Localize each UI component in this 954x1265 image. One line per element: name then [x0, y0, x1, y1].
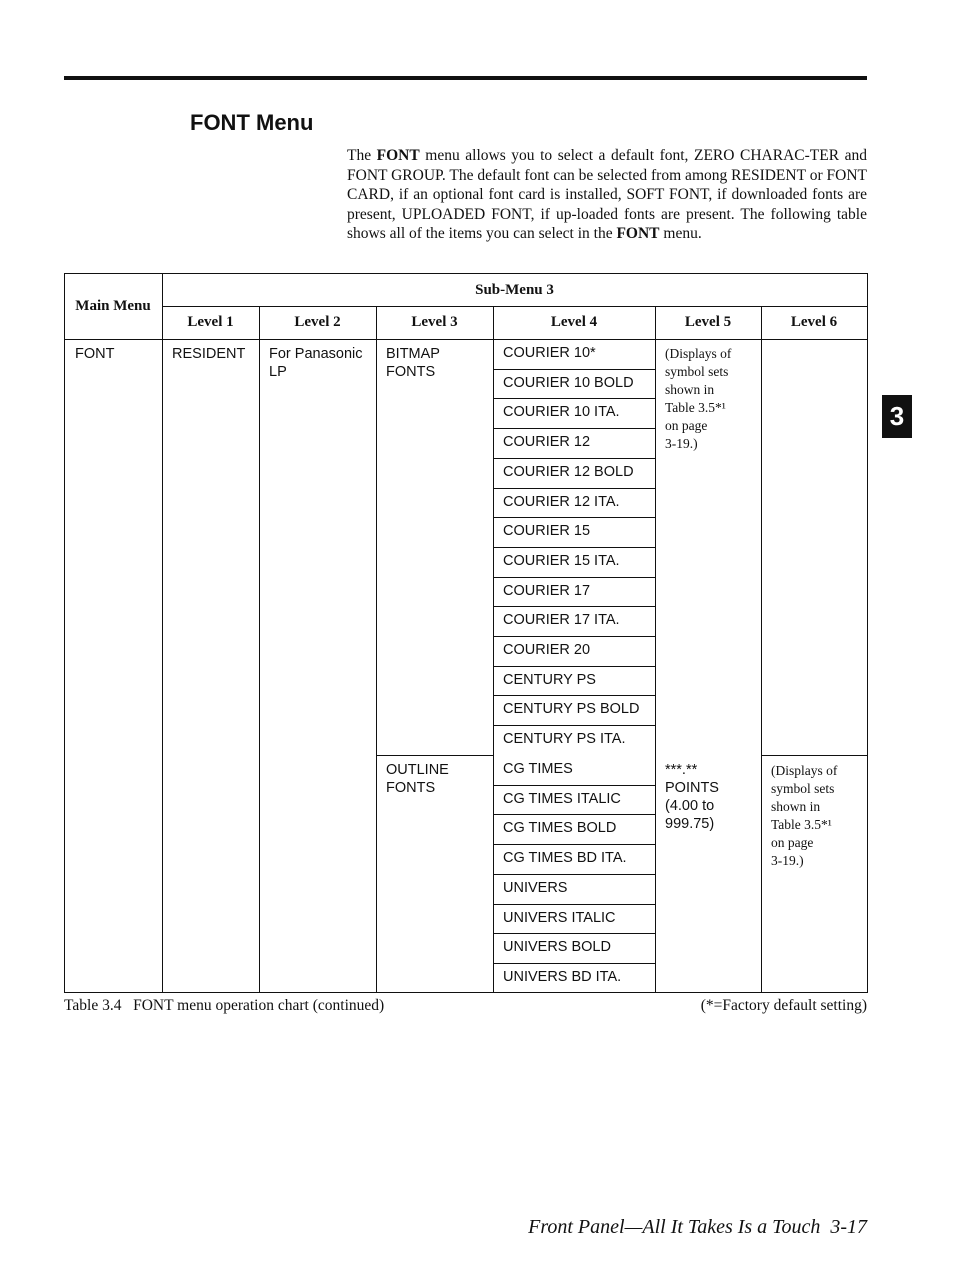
- note-line: POINTS: [665, 780, 719, 796]
- factory-default-note: (*=Factory default setting): [700, 997, 867, 1014]
- header-level-1: Level 1: [187, 314, 234, 330]
- note-line: symbol sets: [771, 781, 835, 796]
- col-divider-5: [761, 306, 762, 993]
- note-line: Table 3.5*¹: [665, 400, 726, 415]
- note-line: ***.**: [665, 762, 698, 778]
- table-border-left: [64, 273, 65, 993]
- font-option: COURIER 15 ITA.: [503, 553, 620, 569]
- font-option: COURIER 17: [503, 583, 591, 599]
- font-row-divider: [493, 874, 655, 875]
- font-row-divider: [493, 606, 655, 607]
- outline-level6-note: [771, 762, 837, 870]
- font-row-divider: [493, 785, 655, 786]
- level2-panasonic: For Panasonic LP: [269, 346, 363, 380]
- intro-segment: FONT: [376, 147, 420, 164]
- table-subheader-rule: [162, 306, 868, 307]
- font-row-divider: [493, 488, 655, 489]
- font-option: CG TIMES: [503, 761, 573, 777]
- font-option: COURIER 10*: [503, 345, 596, 361]
- note-line: on page: [665, 418, 708, 433]
- note-line: 999.75): [665, 816, 715, 832]
- font-option: COURIER 10 BOLD: [503, 375, 634, 391]
- font-option: UNIVERS: [503, 880, 568, 896]
- main-menu-font: FONT: [75, 346, 115, 362]
- font-option: UNIVERS BOLD: [503, 939, 611, 955]
- table-level6-top: [761, 755, 868, 756]
- font-option: UNIVERS BD ITA.: [503, 969, 622, 985]
- note-line: on page: [771, 835, 814, 850]
- intro-segment: FONT: [616, 225, 660, 243]
- note-line: Table 3.5*¹: [771, 817, 832, 832]
- font-row-divider: [493, 695, 655, 696]
- header-submenu: Sub-Menu 3: [475, 282, 554, 298]
- font-option: CENTURY PS BOLD: [503, 701, 640, 717]
- level3-outline-fonts: OUTLINE FONTS: [386, 762, 449, 796]
- font-row-divider: [493, 963, 655, 964]
- font-row-divider: [493, 458, 655, 459]
- font-option: COURIER 12 BOLD: [503, 464, 634, 480]
- note-line: 3-19.): [665, 436, 698, 451]
- bitmap-level5-note: [665, 345, 731, 453]
- note-line: shown in: [665, 382, 715, 397]
- font-option: CG TIMES BOLD: [503, 820, 617, 836]
- font-option: COURIER 10 ITA.: [503, 404, 620, 420]
- font-row-divider: [493, 636, 655, 637]
- font-option: COURIER 20: [503, 642, 591, 658]
- col-divider-2: [376, 306, 377, 993]
- intro-paragraph: [347, 146, 867, 244]
- note-line: (4.00 to: [665, 798, 715, 814]
- font-option: COURIER 12: [503, 434, 591, 450]
- table-border-top: [64, 273, 868, 274]
- note-line: symbol sets: [665, 364, 729, 379]
- header-level-5: Level 5: [684, 314, 732, 330]
- header-level-2: Level 2: [294, 314, 341, 330]
- font-row-divider: [493, 517, 655, 518]
- page-title: FONT Menu: [190, 110, 314, 135]
- note-line: (Displays of: [665, 346, 732, 361]
- font-row-divider: [493, 577, 655, 578]
- col-divider-main: [162, 273, 163, 993]
- font-option: COURIER 17 ITA.: [503, 612, 620, 628]
- chapter-tab-marker: 3: [882, 395, 912, 438]
- font-row-divider: [493, 725, 655, 726]
- header-level-3: Level 3: [411, 314, 458, 330]
- font-option: COURIER 15: [503, 523, 591, 539]
- header-level-4: Level 4: [550, 314, 598, 330]
- outline-level5-points: [665, 761, 719, 833]
- header-main-menu: Main Menu: [75, 298, 151, 314]
- font-row-divider: [493, 814, 655, 815]
- font-option: COURIER 12 ITA.: [503, 494, 620, 510]
- font-row-divider: [493, 428, 655, 429]
- font-option: CG TIMES ITALIC: [503, 791, 621, 807]
- font-row-divider: [493, 933, 655, 934]
- font-row-divider: [493, 398, 655, 399]
- font-option: UNIVERS ITALIC: [503, 910, 616, 926]
- table-caption: Table 3.4 FONT menu operation chart (continued): [64, 997, 385, 1014]
- table-border-bottom: [64, 992, 868, 993]
- font-option: CG TIMES BD ITA.: [503, 850, 627, 866]
- font-row-divider: [493, 666, 655, 667]
- font-option: CENTURY PS: [503, 672, 596, 688]
- col-divider-4: [655, 306, 656, 993]
- level3-bitmap-fonts: BITMAP FONTS: [386, 346, 440, 380]
- level1-resident: RESIDENT: [172, 346, 246, 362]
- font-row-divider: [493, 547, 655, 548]
- table-header-bottom: [64, 339, 868, 340]
- intro-segment: menu.: [659, 225, 702, 243]
- intro-segment: The: [347, 147, 377, 164]
- header-level-6: Level 6: [790, 314, 838, 330]
- note-line: 3-19.): [771, 853, 804, 868]
- font-row-divider: [493, 904, 655, 905]
- font-row-divider: [493, 369, 655, 370]
- page-footer: Front Panel—All It Takes Is a Touch 3-17: [528, 1216, 867, 1238]
- table-border-right: [867, 273, 868, 993]
- col-divider-1: [259, 306, 260, 993]
- font-option: CENTURY PS ITA.: [503, 731, 626, 747]
- level3-split-rule: [376, 755, 493, 756]
- top-rule: [64, 76, 867, 80]
- col-divider-3: [493, 306, 494, 993]
- intro-segment: menu allows you to select a default font, ZERO CHARAC-TER and FONT GROUP. The default font can be selected from among RESIDENT or FONT CARD, if an optional font card is installed, SOFT FONT, if downloaded fonts are present, UPLOADED FONT, if up-loaded fonts are present. The following table shows all of the items you can select in the: [347, 147, 867, 243]
- font-row-divider: [493, 844, 655, 845]
- note-line: (Displays of: [771, 763, 838, 778]
- note-line: shown in: [771, 799, 821, 814]
